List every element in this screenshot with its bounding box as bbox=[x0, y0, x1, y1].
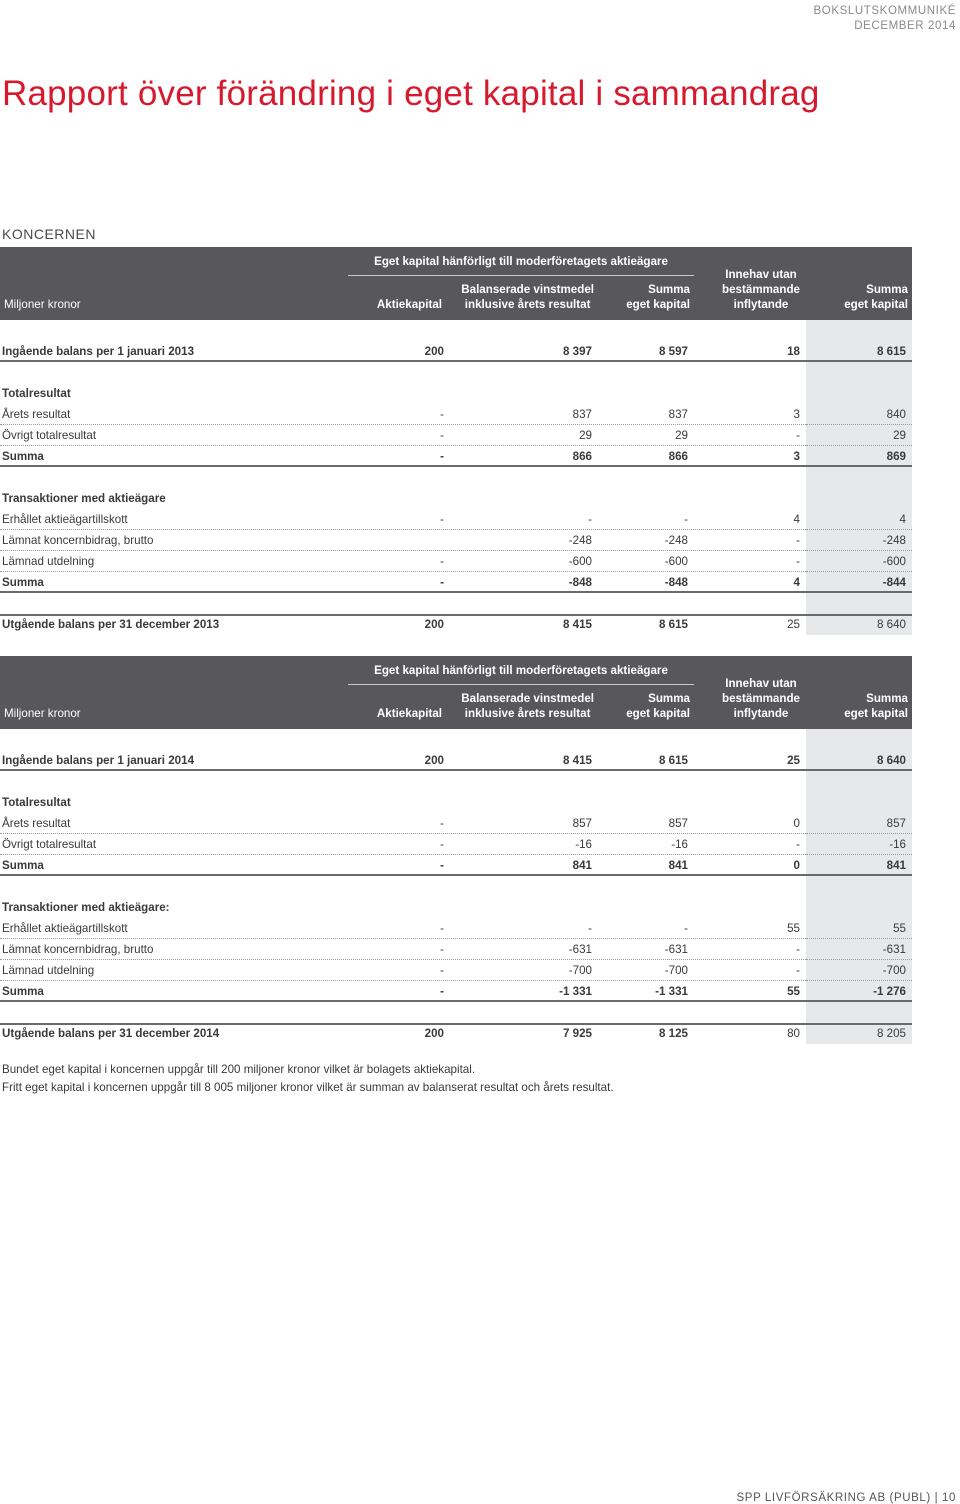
table-row bbox=[0, 834, 912, 855]
group-heading: Transaktioner med aktieägare bbox=[2, 492, 166, 505]
cell-value: 25 bbox=[787, 618, 800, 631]
group-heading: Transaktioner med aktieägare: bbox=[2, 901, 170, 914]
group-heading: Totalresultat bbox=[2, 796, 71, 809]
cell-value: -1 331 bbox=[655, 985, 688, 998]
table-header bbox=[0, 247, 912, 320]
cell-value: 7 925 bbox=[562, 1027, 592, 1040]
cell-value: -700 bbox=[664, 964, 688, 977]
subtotal-row bbox=[0, 981, 912, 1002]
cell-value: 29 bbox=[675, 429, 688, 442]
cell-value: - bbox=[588, 922, 592, 935]
table-row bbox=[0, 404, 912, 425]
cell-value: -248 bbox=[568, 534, 592, 547]
row-label: Summa bbox=[2, 576, 44, 589]
cell-value: - bbox=[684, 922, 688, 935]
cell-value: 55 bbox=[787, 985, 800, 998]
footnote: Fritt eget kapital i koncernen uppgår till 8 005 miljoner kronor vilket är summan av balanserat resultat och årets resultat. bbox=[2, 1081, 614, 1094]
row-label: Ingående balans per 1 januari 2014 bbox=[2, 754, 195, 767]
row-label: Summa bbox=[2, 450, 44, 463]
cell-value: 857 bbox=[668, 817, 688, 830]
section-heading: KONCERNEN bbox=[2, 226, 96, 242]
table-row bbox=[0, 551, 912, 572]
cell-value: 55 bbox=[893, 922, 906, 935]
cell-value: 29 bbox=[579, 429, 592, 442]
cell-value: 3 bbox=[793, 450, 800, 463]
cell-value: - bbox=[440, 964, 444, 977]
cell-value: 857 bbox=[572, 817, 592, 830]
cell-value: - bbox=[440, 450, 444, 463]
cell-value: 8 615 bbox=[658, 618, 688, 631]
row-label: Övrigt totalresultat bbox=[2, 838, 97, 851]
subtotal-row bbox=[0, 572, 912, 593]
cell-value: - bbox=[440, 576, 444, 589]
page-title: Rapport över förändring i eget kapital i sammandrag bbox=[2, 74, 820, 113]
cell-value: - bbox=[440, 555, 444, 568]
table-row bbox=[0, 939, 912, 960]
cell-value: 200 bbox=[424, 754, 444, 767]
table-header bbox=[0, 656, 912, 729]
cell-value: 857 bbox=[886, 817, 906, 830]
cell-value: -700 bbox=[568, 964, 592, 977]
col-header-sum-equity: Summa eget kapital bbox=[626, 283, 690, 311]
cell-value: 869 bbox=[886, 450, 906, 463]
cell-value: 866 bbox=[572, 450, 592, 463]
col-header-share-capital: Aktiekapital bbox=[376, 298, 442, 311]
cell-value: -844 bbox=[882, 576, 906, 589]
cell-value: -631 bbox=[882, 943, 906, 956]
cell-value: 0 bbox=[793, 859, 800, 872]
cell-value: 8 615 bbox=[658, 754, 688, 767]
col-header-retained-earnings: Balanserade vinstmedel inklusive årets resultat bbox=[461, 692, 594, 720]
cell-value: 841 bbox=[572, 859, 592, 872]
cell-value: 8 125 bbox=[658, 1027, 688, 1040]
cell-value: 840 bbox=[886, 408, 906, 421]
cell-value: 4 bbox=[793, 513, 800, 526]
cell-value: -848 bbox=[568, 576, 592, 589]
cell-value: 0 bbox=[793, 817, 800, 830]
closing-balance-row bbox=[0, 614, 912, 635]
col-header-share-capital: Aktiekapital bbox=[376, 707, 442, 720]
col-header-unit: Miljoner kronor bbox=[4, 298, 81, 311]
cell-value: -600 bbox=[664, 555, 688, 568]
cell-value: 18 bbox=[787, 345, 800, 358]
cell-value: - bbox=[440, 817, 444, 830]
cell-value: - bbox=[796, 943, 800, 956]
table-row bbox=[0, 425, 912, 446]
row-label: Årets resultat bbox=[2, 817, 71, 830]
cell-value: -631 bbox=[568, 943, 592, 956]
subtotal-row bbox=[0, 446, 912, 467]
page-footer: SPP LIVFÖRSÄKRING AB (PUBL) | 10 bbox=[736, 1492, 956, 1504]
equity-table-2014 bbox=[0, 656, 912, 1044]
cell-value: -600 bbox=[882, 555, 906, 568]
cell-value: 837 bbox=[668, 408, 688, 421]
cell-value: 25 bbox=[787, 754, 800, 767]
cell-value: 8 415 bbox=[562, 754, 592, 767]
col-header-sum-equity: Summa eget kapital bbox=[626, 692, 690, 720]
section-heading-row bbox=[0, 383, 912, 404]
cell-value: - bbox=[684, 513, 688, 526]
cell-value: 841 bbox=[886, 859, 906, 872]
section-heading-row bbox=[0, 792, 912, 813]
cell-value: 200 bbox=[424, 618, 444, 631]
document-header bbox=[814, 4, 956, 34]
cell-value: - bbox=[440, 408, 444, 421]
cell-value: - bbox=[588, 513, 592, 526]
subtotal-row bbox=[0, 855, 912, 876]
cell-value: - bbox=[796, 555, 800, 568]
opening-balance-row bbox=[0, 750, 912, 771]
cell-value: -631 bbox=[664, 943, 688, 956]
document-period: DECEMBER 2014 bbox=[854, 20, 956, 32]
cell-value: 3 bbox=[793, 408, 800, 421]
cell-value: - bbox=[440, 859, 444, 872]
column-group-label: Eget kapital hänförligt till moderföretagets aktieägare bbox=[348, 255, 694, 276]
row-label: Utgående balans per 31 december 2013 bbox=[2, 618, 220, 631]
row-label: Summa bbox=[2, 859, 44, 872]
cell-value: - bbox=[440, 985, 444, 998]
cell-value: 8 640 bbox=[876, 618, 906, 631]
cell-value: -16 bbox=[575, 838, 592, 851]
row-label: Ingående balans per 1 januari 2013 bbox=[2, 345, 195, 358]
footnotes bbox=[2, 1061, 614, 1097]
cell-value: 841 bbox=[668, 859, 688, 872]
row-label: Lämnat koncernbidrag, brutto bbox=[2, 943, 154, 956]
cell-value: - bbox=[796, 429, 800, 442]
cell-value: - bbox=[440, 838, 444, 851]
row-label: Övrigt totalresultat bbox=[2, 429, 97, 442]
table-row bbox=[0, 918, 912, 939]
cell-value: - bbox=[440, 513, 444, 526]
group-heading: Totalresultat bbox=[2, 387, 71, 400]
cell-value: 4 bbox=[793, 576, 800, 589]
cell-value: -16 bbox=[889, 838, 906, 851]
cell-value: 8 597 bbox=[658, 345, 688, 358]
cell-value: - bbox=[440, 429, 444, 442]
cell-value: 8 640 bbox=[876, 754, 906, 767]
cell-value: - bbox=[440, 922, 444, 935]
cell-value: 866 bbox=[668, 450, 688, 463]
cell-value: -1 276 bbox=[873, 985, 906, 998]
row-label: Erhållet aktieägartillskott bbox=[2, 513, 128, 526]
cell-value: 200 bbox=[424, 345, 444, 358]
equity-table-2013 bbox=[0, 247, 912, 635]
col-header-non-controlling: Innehav utan bestämmande inflytande bbox=[722, 677, 800, 720]
document-type: BOKSLUTSKOMMUNIKÉ bbox=[813, 5, 956, 17]
row-label: Erhållet aktieägartillskott bbox=[2, 922, 128, 935]
cell-value: 8 615 bbox=[876, 345, 906, 358]
cell-value: 8 205 bbox=[876, 1027, 906, 1040]
row-label: Lämnad utdelning bbox=[2, 964, 95, 977]
row-label: Årets resultat bbox=[2, 408, 71, 421]
cell-value: -248 bbox=[664, 534, 688, 547]
cell-value: 8 397 bbox=[562, 345, 592, 358]
cell-value: -700 bbox=[882, 964, 906, 977]
cell-value: 80 bbox=[787, 1027, 800, 1040]
col-header-total-equity: Summa eget kapital bbox=[844, 692, 908, 720]
cell-value: 8 415 bbox=[562, 618, 592, 631]
table-row bbox=[0, 530, 912, 551]
cell-value: 29 bbox=[893, 429, 906, 442]
col-header-retained-earnings: Balanserade vinstmedel inklusive årets resultat bbox=[461, 283, 594, 311]
cell-value: 55 bbox=[787, 922, 800, 935]
cell-value: 4 bbox=[899, 513, 906, 526]
cell-value: -600 bbox=[568, 555, 592, 568]
footnote: Bundet eget kapital i koncernen uppgår till 200 miljoner kronor vilket är bolagets aktiekapital. bbox=[2, 1063, 476, 1076]
cell-value: - bbox=[796, 534, 800, 547]
cell-value: - bbox=[796, 838, 800, 851]
table-row bbox=[0, 960, 912, 981]
closing-balance-row bbox=[0, 1023, 912, 1044]
cell-value: - bbox=[796, 964, 800, 977]
cell-value: -248 bbox=[882, 534, 906, 547]
cell-value: 200 bbox=[424, 1027, 444, 1040]
cell-value: -848 bbox=[664, 576, 688, 589]
col-header-non-controlling: Innehav utan bestämmande inflytande bbox=[722, 268, 800, 311]
cell-value: -1 331 bbox=[559, 985, 592, 998]
opening-balance-row bbox=[0, 341, 912, 362]
column-group-label: Eget kapital hänförligt till moderföretagets aktieägare bbox=[348, 664, 694, 685]
cell-value: -16 bbox=[671, 838, 688, 851]
row-label: Lämnat koncernbidrag, brutto bbox=[2, 534, 154, 547]
section-heading-row bbox=[0, 488, 912, 509]
cell-value: - bbox=[440, 943, 444, 956]
row-label: Utgående balans per 31 december 2014 bbox=[2, 1027, 220, 1040]
section-heading-row bbox=[0, 897, 912, 918]
row-label: Lämnad utdelning bbox=[2, 555, 95, 568]
col-header-total-equity: Summa eget kapital bbox=[844, 283, 908, 311]
table-row bbox=[0, 509, 912, 530]
row-label: Summa bbox=[2, 985, 44, 998]
col-header-unit: Miljoner kronor bbox=[4, 707, 81, 720]
cell-value: 837 bbox=[572, 408, 592, 421]
table-row bbox=[0, 813, 912, 834]
